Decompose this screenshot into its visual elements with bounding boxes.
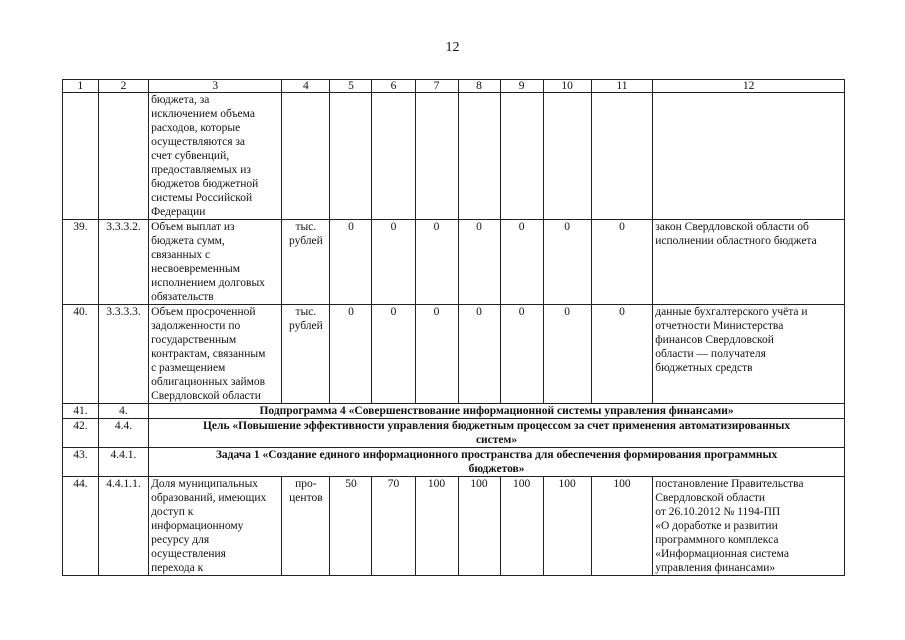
row-number: 42.	[63, 419, 99, 448]
cell-text-line: контрактам, связанным	[151, 348, 266, 360]
unit-cell	[282, 220, 330, 305]
value-cell: 100	[458, 477, 500, 576]
header-cell: 4	[282, 80, 330, 93]
row-number: 39.	[63, 220, 99, 305]
cell-text-line: исключением объема	[151, 108, 255, 120]
cell-text-line: от 26.10.2012 № 1194-ПП	[655, 506, 781, 518]
section-row	[63, 448, 845, 477]
cell-text-line: тыс.	[295, 221, 317, 233]
header-cell: 5	[330, 80, 372, 93]
value-cell: 100	[500, 477, 543, 576]
value-cell: 0	[591, 220, 652, 305]
row-code	[98, 93, 148, 220]
cell-text-line: образований, имеющих	[151, 492, 267, 504]
cell-text-line: осуществления	[151, 548, 226, 560]
value-cell	[543, 93, 591, 220]
cell-text-line: закон Свердловской области об	[655, 221, 809, 233]
value-cell: 100	[591, 477, 652, 576]
source-cell	[653, 477, 845, 576]
indicator-name	[149, 305, 282, 404]
cell-text-line: отчетности Министерства	[655, 320, 784, 332]
value-cell: 100	[415, 477, 458, 576]
page-number: 12	[445, 40, 460, 55]
value-cell: 0	[415, 305, 458, 404]
cell-text-line: исполнении областного бюджета	[655, 235, 817, 247]
value-cell: 0	[458, 220, 500, 305]
cell-text-line: облигационных займов	[151, 376, 266, 388]
header-cell: 3	[149, 80, 282, 93]
cell-text-line: «Информационная система	[655, 548, 789, 560]
value-cell: 50	[330, 477, 372, 576]
cell-text-line: системы Российской	[151, 192, 253, 204]
table-row	[63, 93, 845, 220]
cell-text-line: бюджета, за	[151, 94, 210, 106]
cell-text-line: бюджетных средств	[655, 362, 753, 374]
cell-text-line: осуществляются за	[151, 136, 246, 148]
table-row	[63, 305, 845, 404]
row-number	[63, 93, 99, 220]
row-code: 3.3.3.3.	[98, 305, 148, 404]
cell-text-line: с размещением	[151, 362, 226, 374]
table-row	[63, 477, 845, 576]
value-cell: 0	[372, 305, 415, 404]
header-cell: 12	[653, 80, 845, 93]
value-cell: 0	[543, 220, 591, 305]
cell-text-line: счет субвенций,	[151, 150, 230, 162]
section-title-line: Цель «Повышение эффективности управления бюджетным процессом за счет применения автоматизированных	[202, 420, 791, 432]
row-number: 44.	[63, 477, 99, 576]
value-cell: 0	[415, 220, 458, 305]
cell-text-line: исполнением долговых	[151, 277, 265, 289]
cell-text-line: управления финансами»	[655, 562, 776, 574]
unit-cell	[282, 477, 330, 576]
cell-text-line: финансов Свердловской	[655, 334, 774, 346]
indicator-name	[149, 93, 282, 220]
source-cell	[653, 220, 845, 305]
cell-text-line: информационному	[151, 520, 244, 532]
section-title	[149, 419, 845, 448]
value-cell: 70	[372, 477, 415, 576]
unit-cell	[282, 93, 330, 220]
header-cell: 6	[372, 80, 415, 93]
cell-text-line: про-	[295, 478, 317, 490]
value-cell	[415, 93, 458, 220]
cell-text-line: несвоевременным	[151, 263, 241, 275]
header-cell: 1	[63, 80, 99, 93]
header-cell: 9	[500, 80, 543, 93]
row-code: 4.4.1.	[98, 448, 148, 477]
row-number: 43.	[63, 448, 99, 477]
cell-text-line: Свердловской области	[151, 390, 261, 402]
section-title-line: Задача 1 «Создание единого информационного пространства для обеспечения формирования программных	[215, 449, 778, 461]
cell-text-line: бюджетов бюджетной	[151, 178, 259, 190]
row-code: 4.4.1.1.	[98, 477, 148, 576]
value-cell: 0	[543, 305, 591, 404]
value-cell: 0	[591, 305, 652, 404]
indicator-name	[149, 220, 282, 305]
cell-text-line: рублей	[289, 235, 323, 247]
cell-text-line: области — получателя	[655, 348, 766, 360]
value-cell	[372, 93, 415, 220]
cell-text-line: связанных с	[151, 249, 211, 261]
value-cell: 100	[543, 477, 591, 576]
value-cell: 0	[500, 220, 543, 305]
cell-text-line: Доля муниципальных	[151, 478, 259, 490]
row-code: 3.3.3.2.	[98, 220, 148, 305]
cell-text-line: предоставляемых из	[151, 164, 251, 176]
value-cell: 0	[330, 305, 372, 404]
header-cell: 11	[591, 80, 652, 93]
row-number: 41.	[63, 404, 99, 419]
table-row	[63, 220, 845, 305]
cell-text-line: государственным	[151, 334, 237, 346]
section-row	[63, 419, 845, 448]
cell-text-line: бюджета сумм,	[151, 235, 225, 247]
value-cell: 0	[458, 305, 500, 404]
header-cell: 10	[543, 80, 591, 93]
cell-text-line: Федерации	[151, 206, 206, 218]
value-cell	[591, 93, 652, 220]
cell-text-line: перехода к	[151, 562, 204, 574]
value-cell: 0	[330, 220, 372, 305]
row-code: 4.4.	[98, 419, 148, 448]
cell-text-line: тыс.	[295, 306, 317, 318]
header-cell: 8	[458, 80, 500, 93]
header-cell: 2	[98, 80, 148, 93]
unit-cell	[282, 305, 330, 404]
row-code: 4.	[98, 404, 148, 419]
header-cell: 7	[415, 80, 458, 93]
cell-text-line: доступ к	[151, 506, 194, 518]
cell-text-line: данные бухгалтерского учёта и	[655, 306, 808, 318]
value-cell: 0	[372, 220, 415, 305]
cell-text-line: Свердловской области	[655, 492, 766, 504]
header-row	[63, 80, 845, 93]
value-cell	[330, 93, 372, 220]
indicators-table	[62, 79, 845, 576]
section-title-line: бюджетов»	[468, 463, 525, 475]
source-cell	[653, 93, 845, 220]
section-title-line: Подпрограмма 4 «Совершенствование информационной системы управления финансами»	[259, 405, 734, 417]
cell-text-line: ресурсу для	[151, 534, 210, 546]
cell-text-line: обязательств	[151, 291, 214, 303]
section-title	[149, 404, 845, 419]
cell-text-line: расходов, которые	[151, 122, 241, 134]
row-number: 40.	[63, 305, 99, 404]
cell-text-line: постановление Правительства	[655, 478, 804, 490]
value-cell: 0	[500, 305, 543, 404]
cell-text-line: центов	[289, 492, 323, 504]
indicator-name	[149, 477, 282, 576]
cell-text-line: задолженности по	[151, 320, 241, 332]
cell-text-line: Объем выплат из	[151, 221, 235, 233]
cell-text-line: рублей	[289, 320, 323, 332]
source-cell	[653, 305, 845, 404]
cell-text-line: Объем просроченной	[151, 306, 256, 318]
section-row	[63, 404, 845, 419]
cell-text-line: «О доработке и развитии	[655, 520, 778, 532]
cell-text-line: программного комплекса	[655, 534, 779, 546]
value-cell	[458, 93, 500, 220]
value-cell	[500, 93, 543, 220]
section-title	[149, 448, 845, 477]
section-title-line: систем»	[475, 434, 518, 446]
